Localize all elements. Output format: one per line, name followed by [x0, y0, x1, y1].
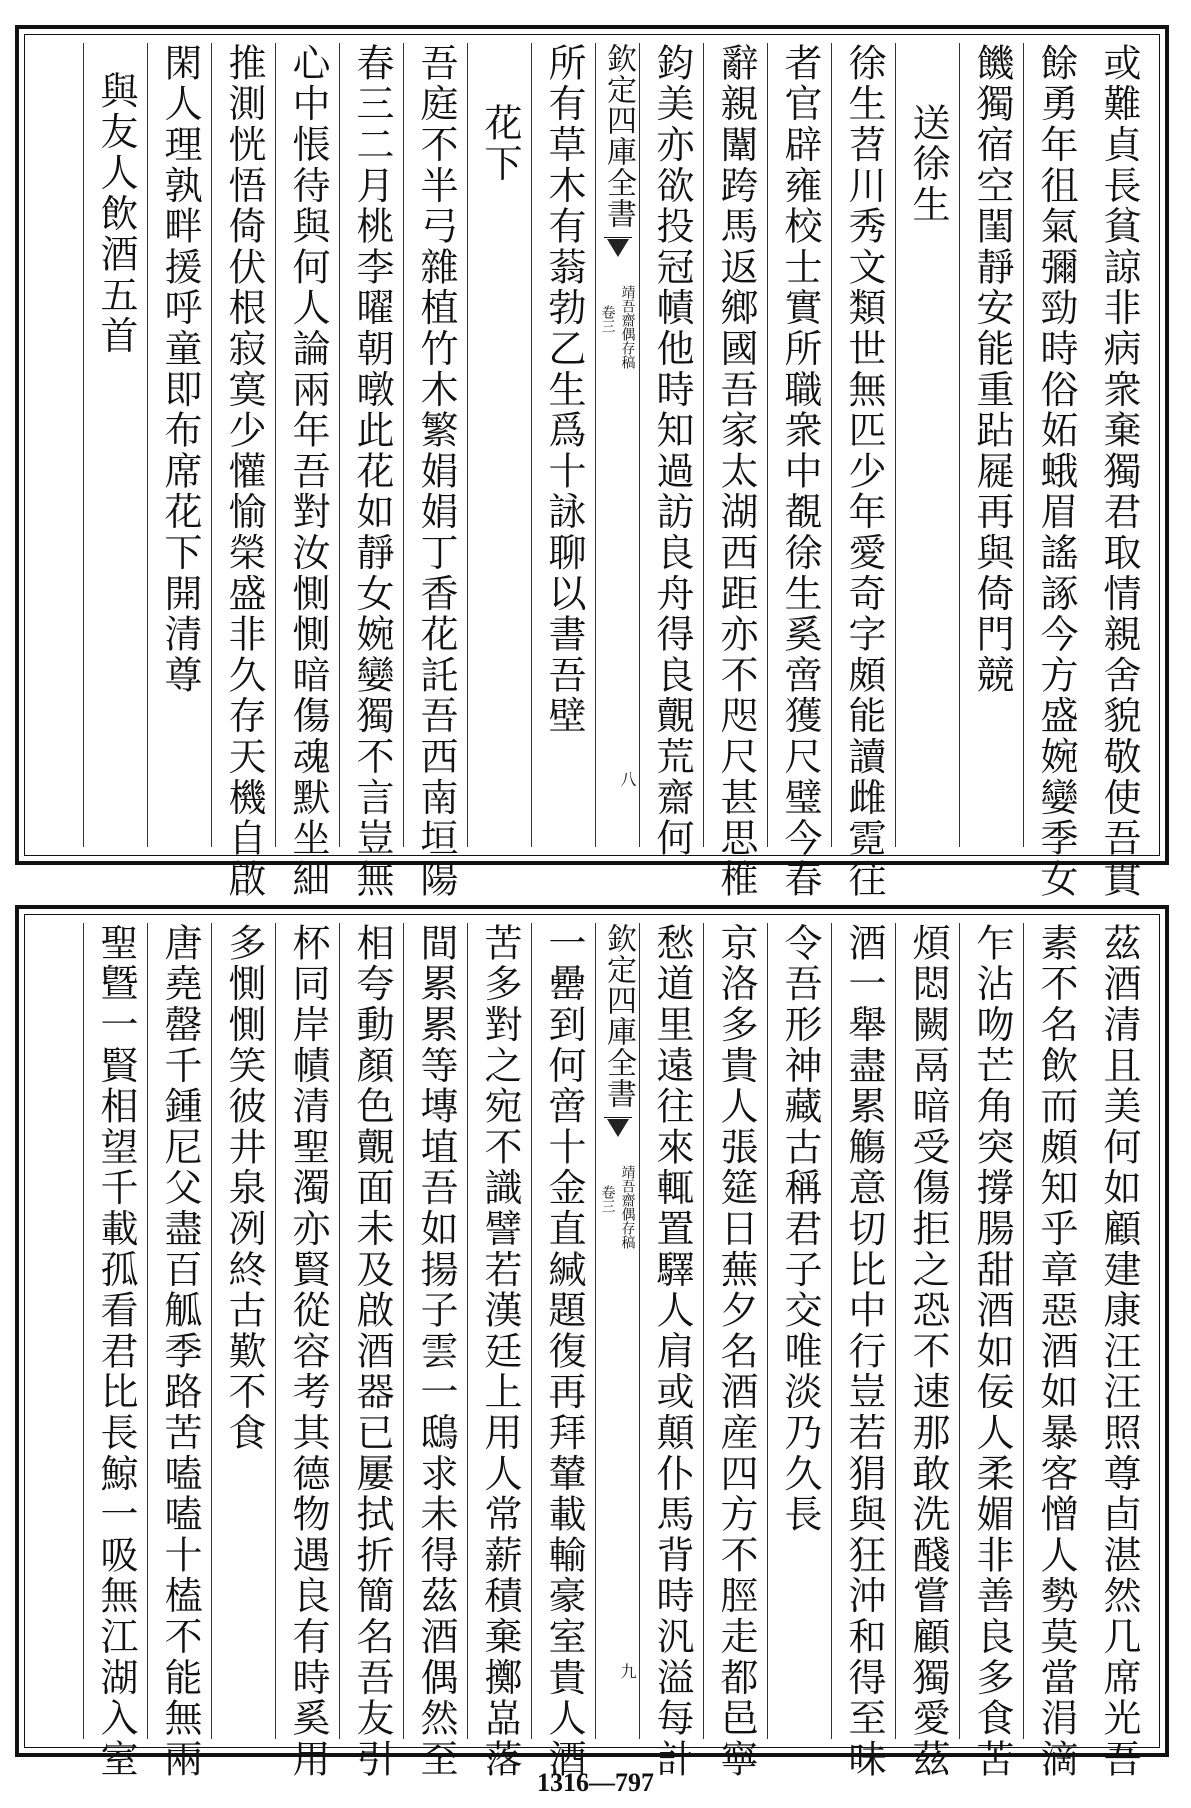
catalog-number: 1316—797 [537, 1768, 654, 1797]
upper-page [15, 25, 1169, 900]
column-text: 酒一舉盡累觴意切比中行豈若狷與狂沖和得至味 [842, 923, 886, 1780]
text-column [339, 43, 403, 900]
text-column [531, 43, 595, 847]
column-text: 辭親闈跨馬返鄉國吾家太湖西距亦不咫尺甚思椎 [714, 43, 758, 900]
column-text: 苦多對之宛不識譬若漢廷上用人常薪積棄擲嵓落 [478, 923, 522, 1780]
text-column [767, 43, 831, 900]
column-text: 京洛多貴人張筵日蕪夕名酒産四方不脛走都邑寧 [714, 923, 758, 1780]
text-column [83, 923, 147, 1780]
running-title: 欽定四庫全書 [601, 43, 636, 229]
text-column [831, 923, 895, 1780]
text-column [703, 43, 767, 900]
page-number: 八 [618, 771, 637, 787]
text-column [83, 43, 147, 847]
column-text: 唐堯罄千鍾尼父盡百觚季路苦嗑嗑十榼不能無兩 [158, 923, 202, 1780]
column-text: 者官辟雍校士實所職衆中覩徐生奚啻獲尺璧今春 [778, 43, 822, 900]
margin-book-title: 靖吾齋偶存稿 [619, 1165, 636, 1249]
text-column [147, 923, 211, 1780]
text-column [211, 923, 275, 1739]
running-title: 欽定四庫全書 [601, 923, 636, 1109]
text-column [767, 923, 831, 1739]
column-text: 多惻惻笑彼井泉冽終古歎不食 [222, 923, 266, 1454]
column-text: 令吾形神藏古稱君子交唯淡乃久長 [778, 923, 822, 1535]
column-text: 徐生苕川秀文類世無匹少年愛奇字頗能讀雌霓往 [842, 43, 886, 900]
text-column [895, 43, 959, 847]
margin-juan: 卷三 [599, 1185, 616, 1213]
column-text: 閑人理孰畔援呼童即布席花下開清尊 [158, 43, 202, 696]
margin-book-info [596, 1165, 639, 1249]
fishtail-mark [604, 1117, 632, 1157]
column-text: 所有草木有蓊勃乙生爲十詠聊以書吾壁 [542, 43, 586, 737]
margin-juan: 卷三 [599, 305, 616, 333]
column-text: 吾庭不半弓雜植竹木繁娟娟丁香花託吾西南垣陽 [414, 43, 458, 900]
column-text: 間累累等塼埴吾如揚子雲一鴟求未得茲酒偶然至 [414, 923, 458, 1780]
lower-page [15, 905, 1169, 1780]
column-text: 茲酒清且美何如顧建康汪汪照尊卣湛然几席光吾 [1097, 923, 1141, 1780]
text-column [1023, 43, 1087, 900]
text-column [1087, 923, 1151, 1780]
text-column [639, 923, 703, 1780]
text-column [1023, 923, 1087, 1780]
text-column [831, 43, 895, 900]
column-text: 煩悶闕鬲暗受傷拒之恐不速那敢洗醆嘗顧獨愛茲 [906, 923, 950, 1780]
column-text: 春三二月桃李曜朝暾此花如靜女婉孌獨不言豈無 [350, 43, 394, 900]
text-column [531, 923, 595, 1780]
text-column [147, 43, 211, 847]
margin-book-title: 靖吾齋偶存稿 [619, 285, 636, 369]
fishtail-mark [604, 237, 632, 277]
text-column [959, 43, 1023, 847]
column-text: 一罍到何啻十金直緘題復再拜輦載輸豪室貴人酒 [542, 923, 586, 1780]
text-column [959, 923, 1023, 1780]
text-column [895, 923, 959, 1780]
column-text: 杯同岸幘清聖濁亦賢從容考其德物遇良有時奚用 [286, 923, 330, 1780]
column-text: 聖曁一賢相望千載孤看君比長鯨一吸無江湖入室 [94, 923, 138, 1780]
column-text: 饑獨宿空閨靜安能重跕屣再與倚門競 [970, 43, 1014, 696]
column-text: 或難貞長貧諒非病衆棄獨君取情親舍貌敬使吾貫 [1097, 43, 1141, 900]
column-text: 素不名飲而頗知乎章惡酒如暴客憎人勢莫當涓滴 [1034, 923, 1078, 1780]
column-text: 鈞美亦欲投冠幘他時知過訪良舟得良覿荒齋何 [650, 43, 694, 859]
text-column [467, 43, 531, 847]
column-text: 推測恍悟倚伏根寂寞少懽愉榮盛非久存天機自啟 [222, 43, 266, 900]
column-text: 乍沾吻芒角突撐腸甜酒如佞人柔媚非善良多食苦 [970, 923, 1014, 1780]
poem-title: 送徐生 [906, 103, 950, 226]
text-column [275, 923, 339, 1780]
column-text: 餘勇年徂氣彌勁時俗妬蛾眉謠諑今方盛婉孌季女 [1034, 43, 1078, 900]
text-column [275, 43, 339, 900]
text-column [703, 923, 767, 1780]
text-column [339, 923, 403, 1780]
text-column [639, 43, 703, 859]
page-number: 九 [618, 1663, 637, 1679]
text-column [467, 923, 531, 1780]
column-text: 愁道里遠往來輒置驛人肩或顛仆馬背時汎溢每計 [650, 923, 694, 1780]
poem-title: 花下 [478, 103, 522, 185]
center-margin [595, 923, 639, 1739]
poem-title: 與友人飲酒五首 [94, 71, 138, 357]
column-text: 相夸動顏色覿面未及啟酒器已屢拭折簡名吾友引 [350, 923, 394, 1780]
column-text: 心中悵待與何人論兩年吾對汝惻惻暗傷魂默坐細 [286, 43, 330, 900]
text-column [403, 43, 467, 900]
text-column [1087, 43, 1151, 900]
margin-book-info [596, 285, 639, 369]
text-column [403, 923, 467, 1780]
center-margin [595, 43, 639, 847]
text-column [211, 43, 275, 900]
